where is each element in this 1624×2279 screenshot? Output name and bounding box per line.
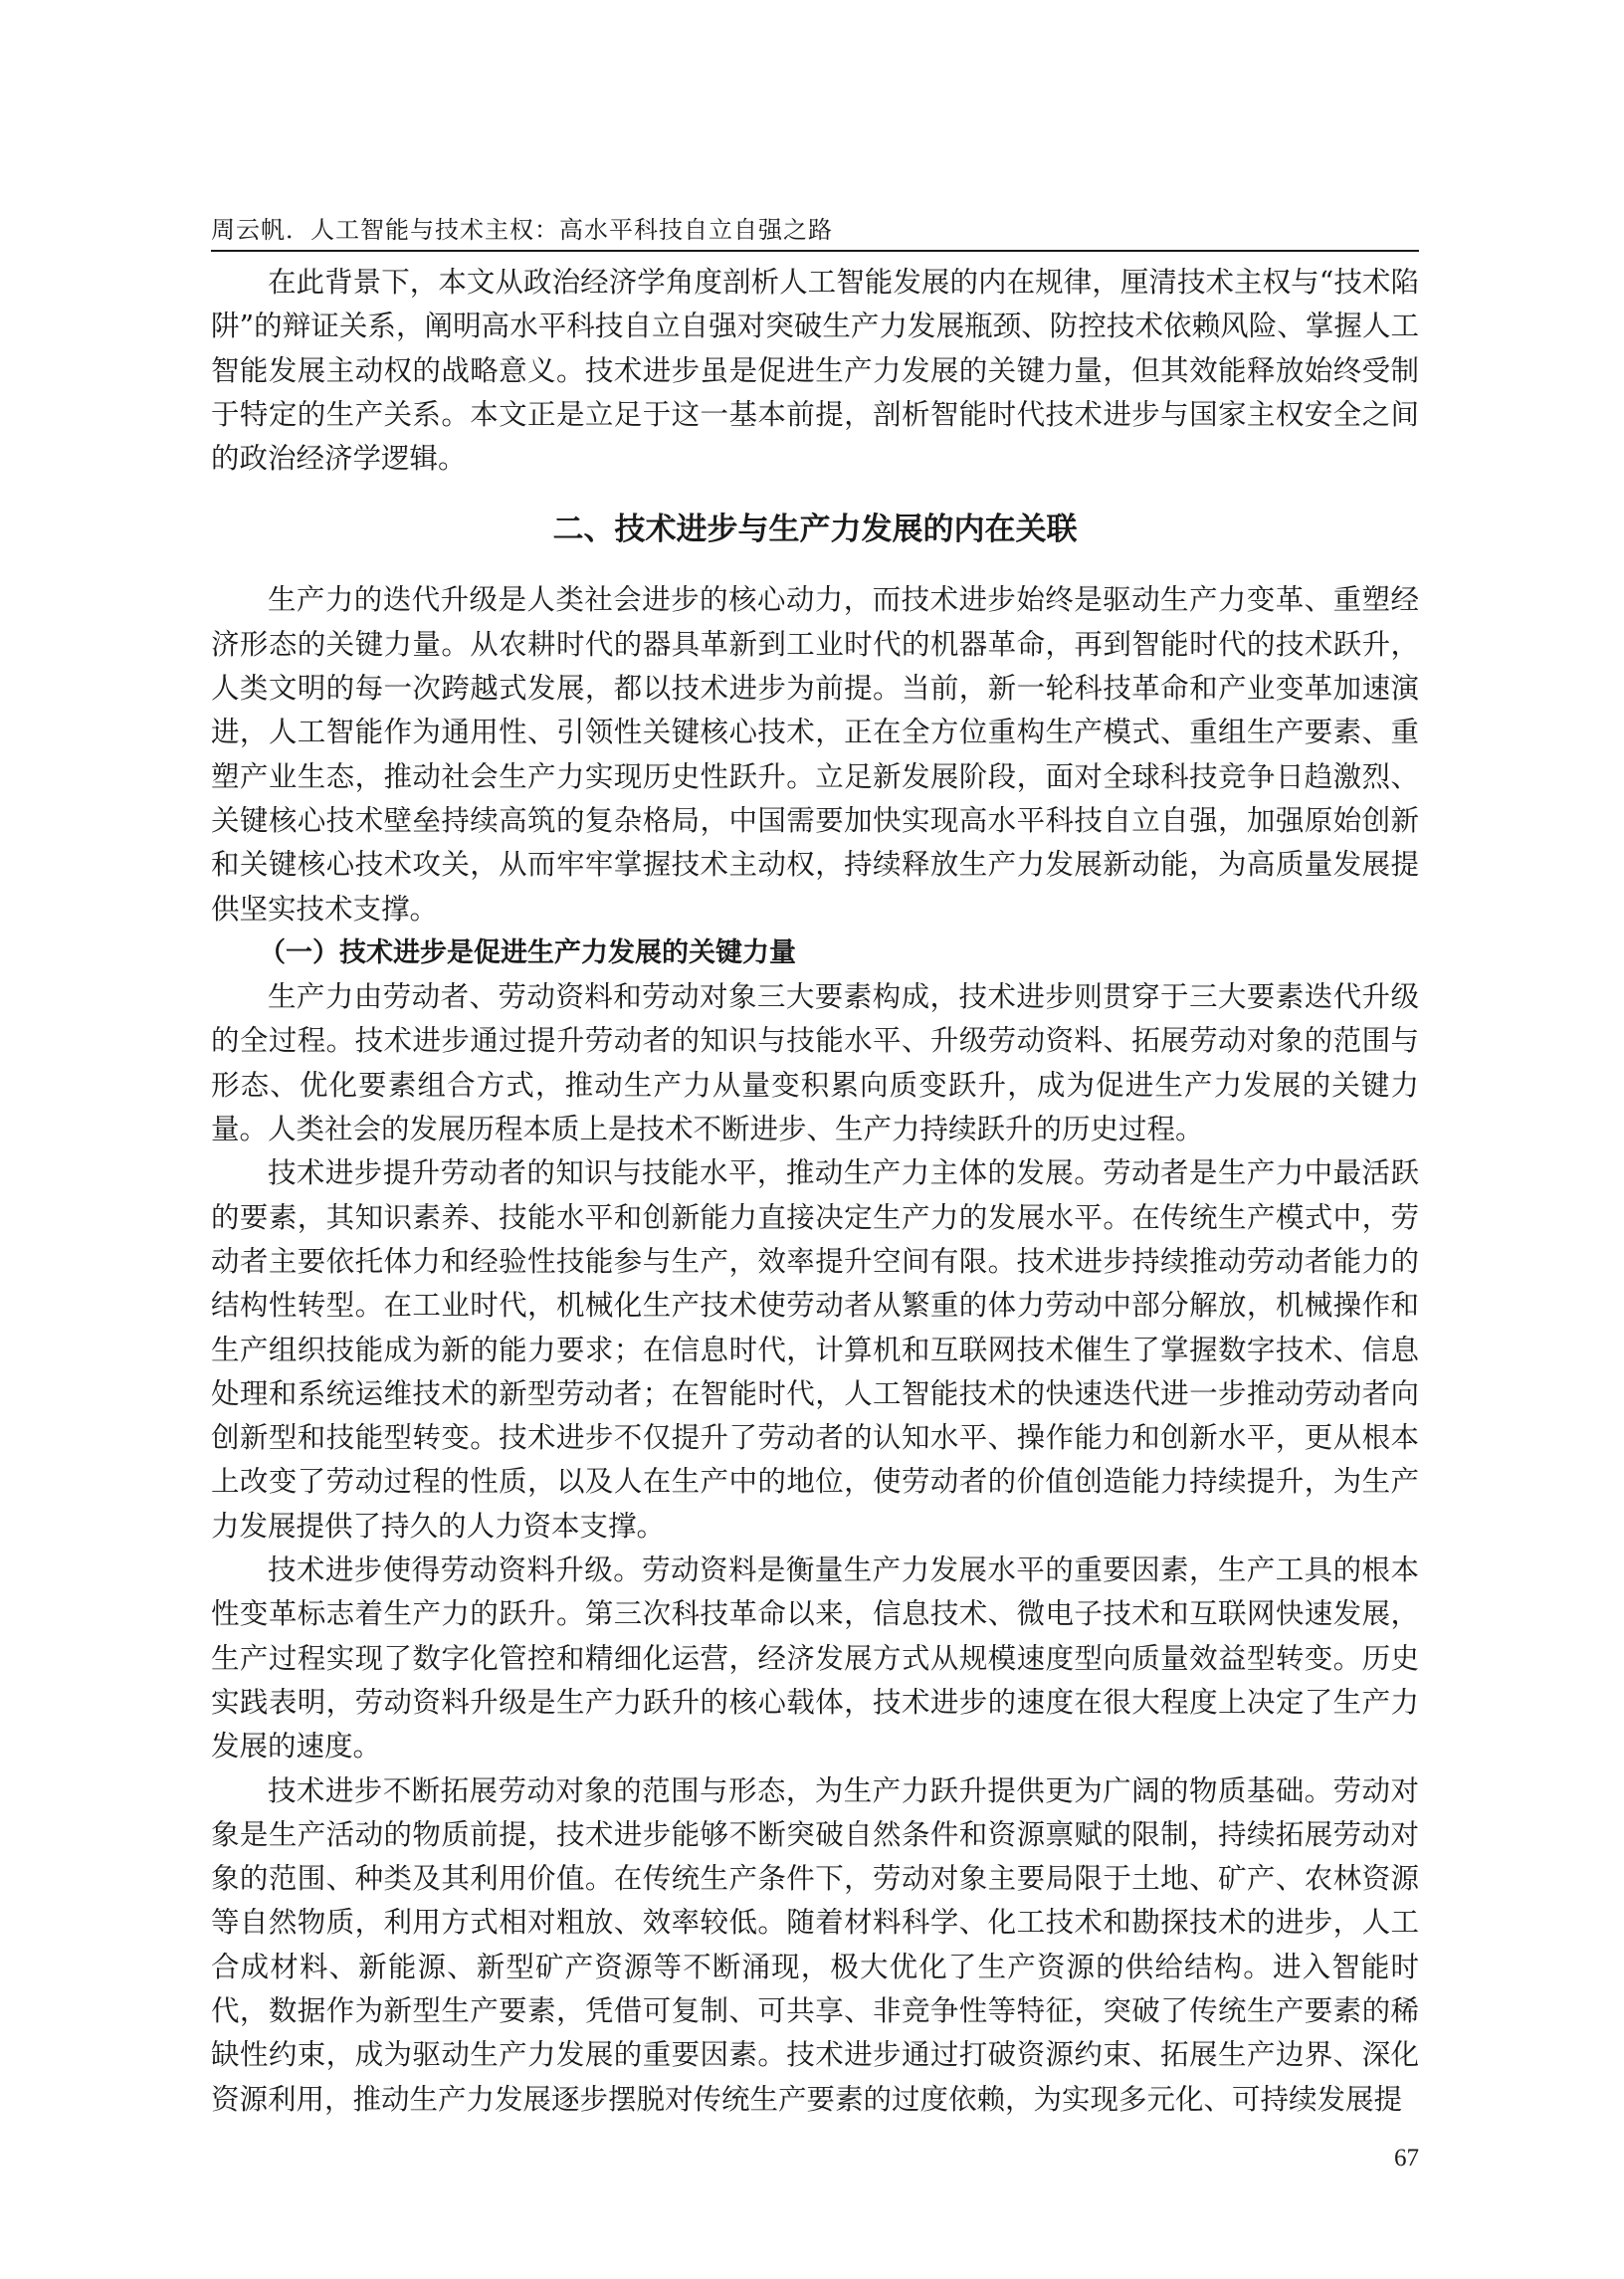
subsection-heading: （一）技术进步是促进生产力发展的关键力量 bbox=[259, 936, 796, 968]
paragraph: 生产力由劳动者、劳动资料和劳动对象三大要素构成，技术进步则贯穿于三大要素迭代升级的全过程。技术进步通过提升劳动者的知识与技能水平、升级劳动资料、拓展劳动对象的范围与形态、优化要素组合方式，推动生产力从量变积累向质变跃升，成为促进生产力发展的关键力量。人类社会的发展历程本质上是技术不断进步、生产力持续跃升的历史过程。 bbox=[211, 980, 1419, 1146]
paragraph: 技术进步提升劳动者的知识与技能水平，推动生产力主体的发展。劳动者是生产力中最活跃的要素，其知识素养、技能水平和创新能力直接决定生产力的发展水平。在传统生产模式中，劳动者主要依托体力和经验性技能参与生产，效率提升空间有限。技术进步持续推动劳动者能力的结构性转型。在工业时代，机械化生产技术使劳动者从繁重的体力劳动中部分解放，机械操作和生产组织技能成为新的能力要求；在信息时代，计算机和互联网技术催生了掌握数字技术、信息处理和系统运维技术的新型劳动者；在智能时代，人工智能技术的快速迭代进一步推动劳动者向创新型和技能型转变。技术进步不仅提升了劳动者的认知水平、操作能力和创新水平，更从根本上改变了劳动过程的性质，以及人在生产中的地位，使劳动者的价值创造能力持续提升，为生产力发展提供了持久的人力资本支撑。 bbox=[211, 1156, 1419, 1543]
paragraph-intro: 在此背景下，本文从政治经济学角度剖析人工智能发展的内在规律，厘清技术主权与“技术陷阱”的辩证关系，阐明高水平科技自立自强对突破生产力发展瓶颈、防控技术依赖风险、掌握人工智能发展主动权的战略意义。技术进步虽是促进生产力发展的关键力量，但其效能释放始终受制于特定的生产关系。本文正是立足于这一基本前提，剖析智能时代技术进步与国家主权安全之间的政治经济学逻辑。 bbox=[211, 266, 1419, 476]
paragraph: 生产力的迭代升级是人类社会进步的核心动力，而技术进步始终是驱动生产力变革、重塑经济形态的关键力量。从农耕时代的器具革新到工业时代的机器革命，再到智能时代的技术跃升，人类文明的每一次跨越式发展，都以技术进步为前提。当前，新一轮科技革命和产业变革加速演进，人工智能作为通用性、引领性关键核心技术，正在全方位重构生产模式、重组生产要素、重塑产业生态，推动社会生产力实现历史性跃升。立足新发展阶段，面对全球科技竞争日趋激烈、关键核心技术壁垒持续高筑的复杂格局，中国需要加快实现高水平科技自立自强，加强原始创新和关键核心技术攻关，从而牢牢掌握技术主动权，持续释放生产力发展新动能，为高质量发展提供坚实技术支撑。 bbox=[211, 583, 1419, 926]
running-header: 周云帆．人工智能与技术主权：高水平科技自立自强之路 bbox=[211, 216, 833, 244]
article-body bbox=[211, 261, 1419, 2122]
paragraph: 技术进步不断拓展劳动对象的范围与形态，为生产力跃升提供更为广阔的物质基础。劳动对象是生产活动的物质前提，技术进步能够不断突破自然条件和资源禀赋的限制，持续拓展劳动对象的范围、种类及其利用价值。在传统生产条件下，劳动对象主要局限于土地、矿产、农林资源等自然物质，利用方式相对粗放、效率较低。随着材料科学、化工技术和勘探技术的进步，人工合成材料、新能源、新型矿产资源等不断涌现，极大优化了生产资源的供给结构。进入智能时代，数据作为新型生产要素，凭借可复制、可共享、非竞争性等特征，突破了传统生产要素的稀缺性约束，成为驱动生产力发展的重要因素。技术进步通过打破资源约束、拓展生产边界、深化资源利用，推动生产力发展逐步摆脱对传统生产要素的过度依赖，为实现多元化、可持续发展提 bbox=[211, 1773, 1419, 2116]
section-heading: 二、技术进步与生产力发展的内在关联 bbox=[552, 512, 1078, 548]
paragraph: 技术进步使得劳动资料升级。劳动资料是衡量生产力发展水平的重要因素，生产工具的根本性变革标志着生产力的跃升。第三次科技革命以来，信息技术、微电子技术和互联网快速发展，生产过程实现了数字化管控和精细化运营，经济发展方式从规模速度型向质量效益型转变。历史实践表明，劳动资料升级是生产力跃升的核心载体，技术进步的速度在很大程度上决定了生产力发展的速度。 bbox=[211, 1554, 1419, 1763]
header-rule bbox=[211, 250, 1419, 252]
page-number: 67 bbox=[1394, 2145, 1419, 2172]
